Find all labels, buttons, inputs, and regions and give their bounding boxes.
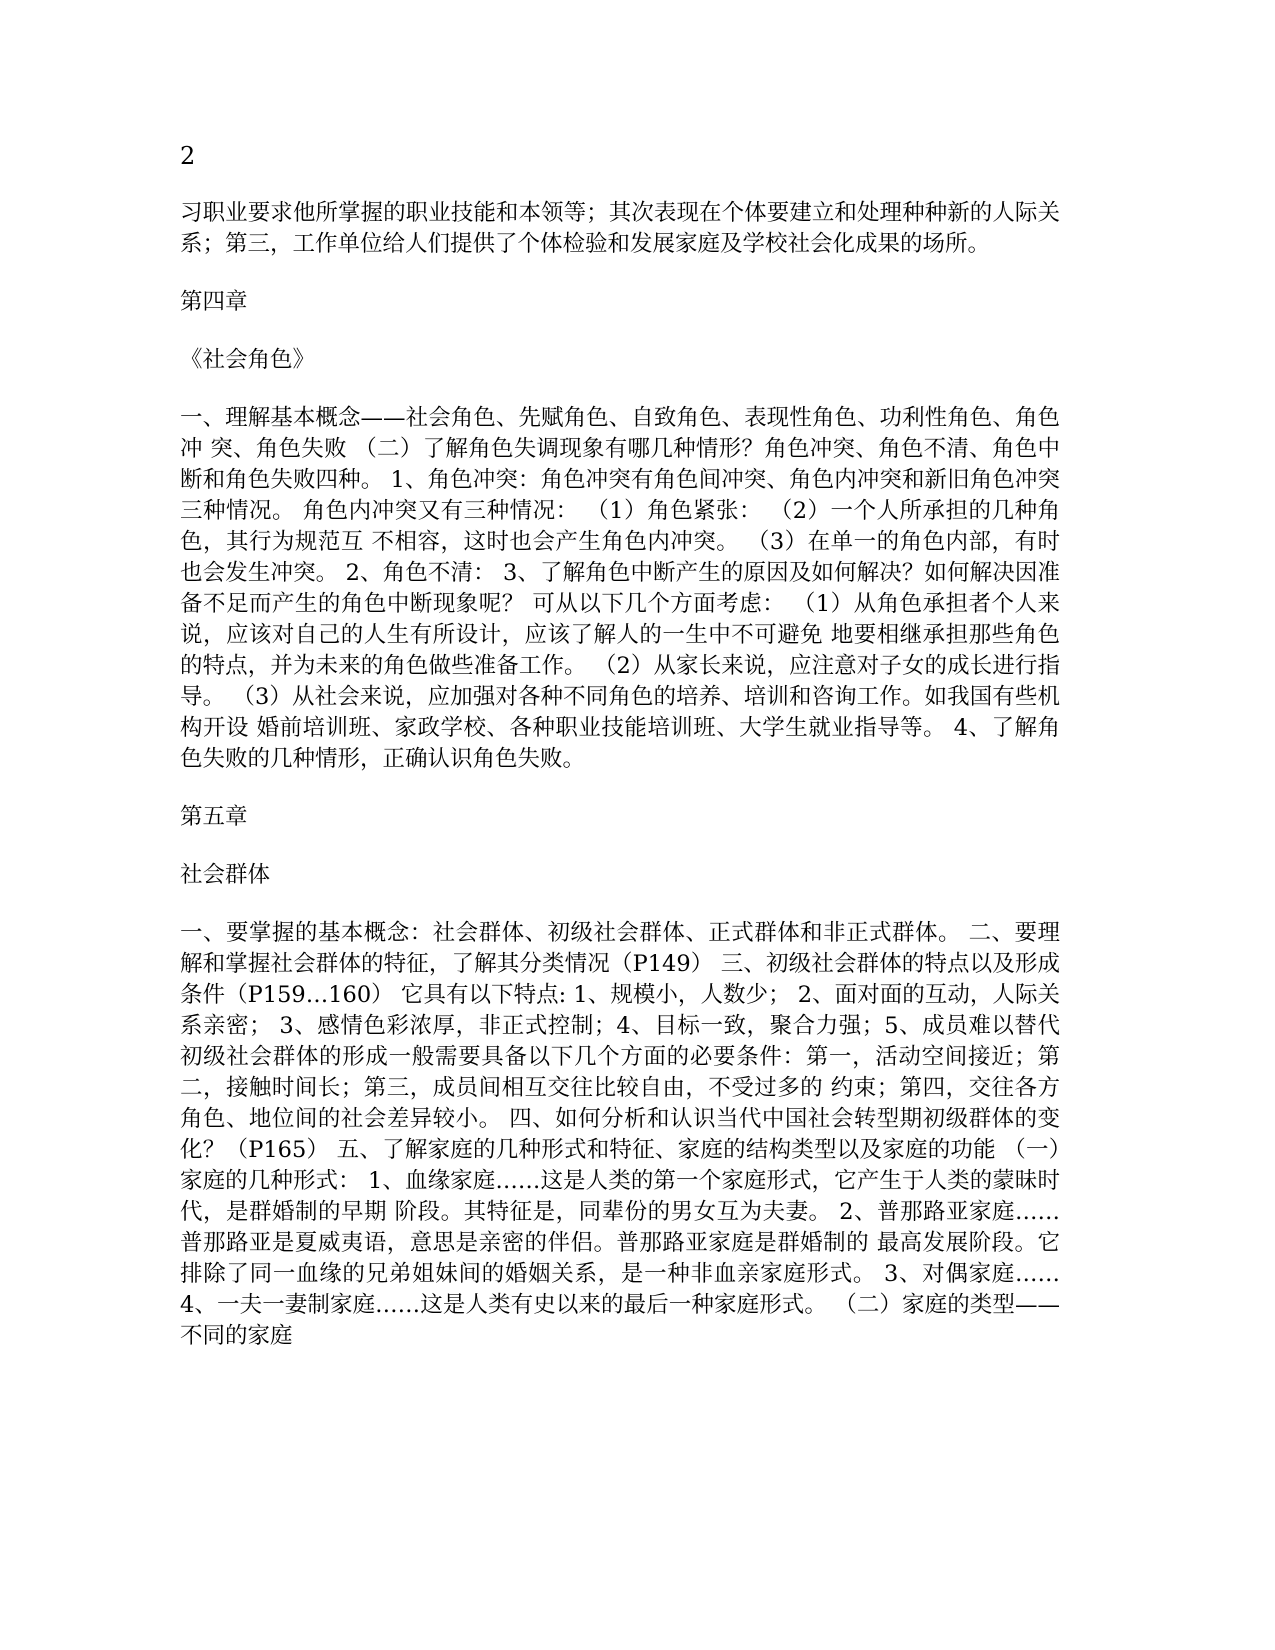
document-page — [180, 140, 1060, 1352]
page-number: 2 — [180, 142, 196, 170]
chapter-four-heading: 第四章 — [180, 289, 248, 315]
chapter-five-heading: 第五章 — [180, 804, 248, 830]
chapter-five-title: 社会群体 — [180, 862, 271, 888]
chapter-four-title: 《社会角色》 — [180, 347, 316, 373]
paragraph-social-roles: 一、理解基本概念——社会角色、先赋角色、自致角色、表现性角色、功利性角色、角色冲 突、角色失败 （二）了解角色失调现象有哪几种情形？角色冲突、角色不清、角色中断和角色失败四种。 1、角色冲突：角色冲突有角色间冲突、角色内冲突和新旧角色冲突三种情况。 角色内冲突又有三种情况： （1）角色紧张： （2）一个人所承担的几种角色，其行为规范互 不相容，这时也会产生角色内冲突。 （3）在单一的角色内部，有时也会发生冲突。 2、角色不清： 3、了解角色中断产生的原因及如何解决？如何解决因准备不足而产生的角色中断现象呢？ 可从以下几个方面考虑： （1）从角色承担者个人来说，应该对自己的人生有所设计，应该了解人的一生中不可避免 地要相继承担那些角色的特点，并为未来的角色做些准备工作。 （2）从家长来说，应注意对子女的成长进行指导。 （3）从社会来说，应加强对各种不同角色的培养、培训和咨询工作。如我国有些机构开设 婚前培训班、家政学校、各种职业技能培训班、大学生就业指导等。 4、了解角色失败的几种情形，正确认识角色失败。 — [180, 405, 1060, 772]
paragraph-workplace-socialization: 习职业要求他所掌握的职业技能和本领等；其次表现在个体要建立和处理种种新的人际关 系；第三，工作单位给人们提供了个体检验和发展家庭及学校社会化成果的场所。 — [180, 200, 1060, 257]
paragraph-social-groups: 一、要掌握的基本概念：社会群体、初级社会群体、正式群体和非正式群体。 二、要理解和掌握社会群体的特征，了解其分类情况（P149） 三、初级社会群体的特点以及形成条件（P159…160） 它具有以下特点: 1、规模小，人数少； 2、面对面的互动，人际关系亲密； 3、感情色彩浓厚，非正式控制；4、目标一致，聚合力强；5、成员难以替代 初级社会群体的形成一般需要具备以下几个方面的必要条件：第一，活动空间接近；第二，接触时间长；第三，成员间相互交往比较自由，不受过多的 约束；第四，交往各方角色、地位间的社会差异较小。 四、如何分析和认识当代中国社会转型期初级群体的变化？（P165） 五、了解家庭的几种形式和特征、家庭的结构类型以及家庭的功能 （一）家庭的几种形式： 1、血缘家庭……这是人类的第一个家庭形式，它产生于人类的蒙昧时代，是群婚制的早期 阶段。其特征是，同辈份的男女互为夫妻。 2、普那路亚家庭……普那路亚是夏威夷语，意思是亲密的伴侣。普那路亚家庭是群婚制的 最高发展阶段。它排除了同一血缘的兄弟姐妹间的婚姻关系，是一种非血亲家庭形式。 3、对偶家庭…… 4、一夫一妻制家庭……这是人类有史以来的最后一种家庭形式。 （二）家庭的类型——不同的家庭 — [180, 920, 1060, 1349]
